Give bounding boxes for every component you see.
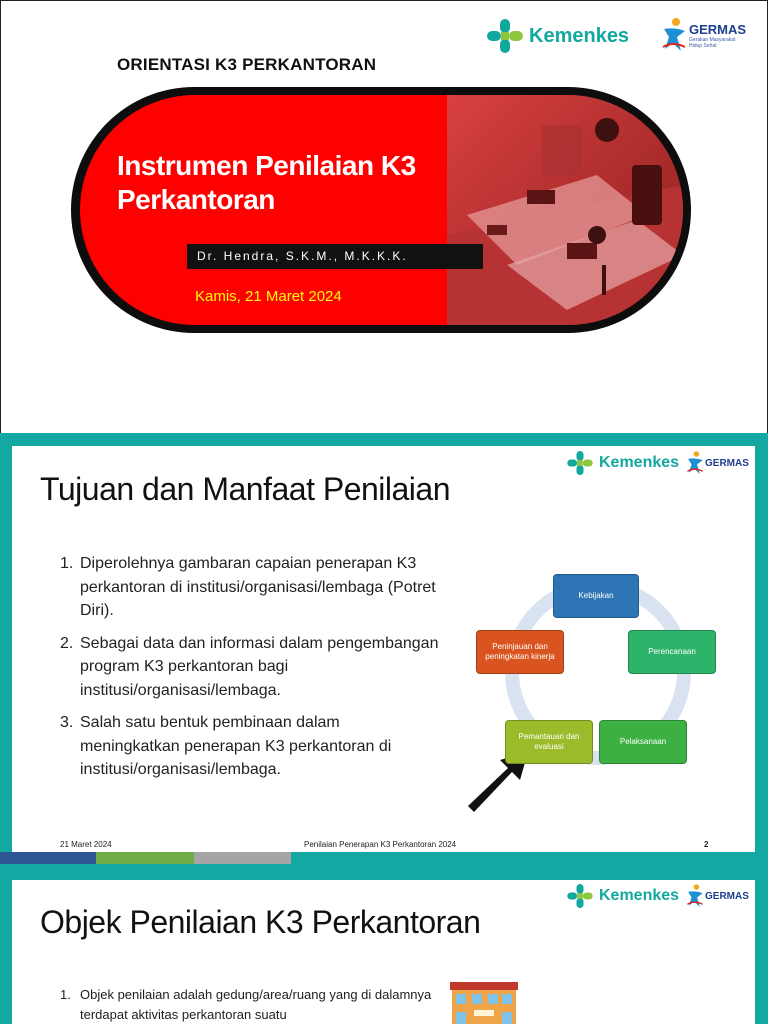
germas-wordmark: GERMAS xyxy=(705,457,749,469)
germas-tagline: Gerakan Masyarakat Hidup Sehat xyxy=(689,36,736,49)
germas-logo xyxy=(661,17,746,53)
objects-list xyxy=(60,985,440,1024)
germas-logo xyxy=(686,449,749,477)
objectives-list xyxy=(60,552,440,791)
slide-title: Tujuan dan Manfaat Penilaian xyxy=(40,471,450,507)
series-title: ORIENTASI K3 PERKANTORAN xyxy=(117,55,377,74)
list-item-number: 2. xyxy=(60,634,74,652)
kemenkes-wordmark: Kemenkes xyxy=(529,24,630,47)
presentation-date: Kamis, 21 Maret 2024 xyxy=(195,288,342,305)
list-item xyxy=(60,711,440,782)
kemenkes-emblem-icon xyxy=(567,884,593,908)
slide-cover xyxy=(0,0,768,433)
office-photo xyxy=(447,95,683,325)
list-item-number: 1. xyxy=(60,987,71,1002)
kemenkes-wordmark: Kemenkes xyxy=(599,454,680,471)
presentation-title: Instrumen Penilaian K3 Perkantoran xyxy=(117,150,416,215)
list-item-number: 3. xyxy=(60,714,74,731)
kemenkes-logo xyxy=(487,19,629,53)
kemenkes-wordmark: Kemenkes xyxy=(599,887,680,904)
cycle-box-peninjauan: Peninjauan dan peningkatan kinerja xyxy=(476,630,564,674)
footer-bar-gray xyxy=(194,852,291,864)
germas-figure-icon xyxy=(686,882,704,910)
list-item-text: Diperolehnya gambaran capaian penerapan K3 perkantoran di institusi/organisasi/lembaga (Potret Diri). xyxy=(80,555,436,619)
kemenkes-emblem-icon xyxy=(487,19,523,53)
footer-title: Penilaian Penerapan K3 Perkantoran 2024 xyxy=(304,840,457,849)
footer-bar-teal xyxy=(291,852,768,864)
germas-wordmark: GERMAS xyxy=(689,21,747,37)
list-item-number: 1. xyxy=(60,555,74,572)
footer-date: 21 Maret 2024 xyxy=(60,840,112,849)
kemenkes-emblem-icon xyxy=(567,451,593,475)
footer-page-number: 2 xyxy=(704,840,709,849)
list-item-text: Objek penilaian adalah gedung/area/ruang yang di dalamnya terdapat aktivitas perkantoran suatu xyxy=(80,987,432,1022)
list-item xyxy=(60,985,440,1024)
cycle-box-kebijakan: Kebijakan xyxy=(553,574,639,618)
kemenkes-logo xyxy=(567,884,679,908)
footer-bar-green xyxy=(96,852,194,864)
germas-logo xyxy=(686,882,749,910)
cycle-box-pemantauan: Pemantauan dan evaluasi xyxy=(505,720,593,764)
cycle-box-pelaksanaan: Pelaksanaan xyxy=(599,720,687,764)
germas-figure-icon xyxy=(661,17,687,53)
list-item xyxy=(60,632,440,703)
germas-figure-icon xyxy=(686,449,704,477)
footer-bar-blue xyxy=(0,852,96,864)
slide-title: Objek Penilaian K3 Perkantoran xyxy=(40,904,481,940)
author-name: Dr. Hendra, S.K.M., M.K.K.K. xyxy=(187,244,483,269)
germas-wordmark: GERMAS xyxy=(705,890,749,902)
building-icon xyxy=(450,982,518,1024)
list-item-text: Salah satu bentuk pembinaan dalam meningkatkan penerapan K3 perkantoran di institusi/organisasi/lembaga. xyxy=(80,714,392,778)
kemenkes-logo xyxy=(567,451,679,475)
list-item-text: Sebagai data dan informasi dalam pengembangan program K3 perkantoran bagi institusi/organisasi/lembaga. xyxy=(80,634,439,699)
list-item xyxy=(60,552,440,623)
cycle-box-perencanaan: Perencanaan xyxy=(628,630,716,674)
